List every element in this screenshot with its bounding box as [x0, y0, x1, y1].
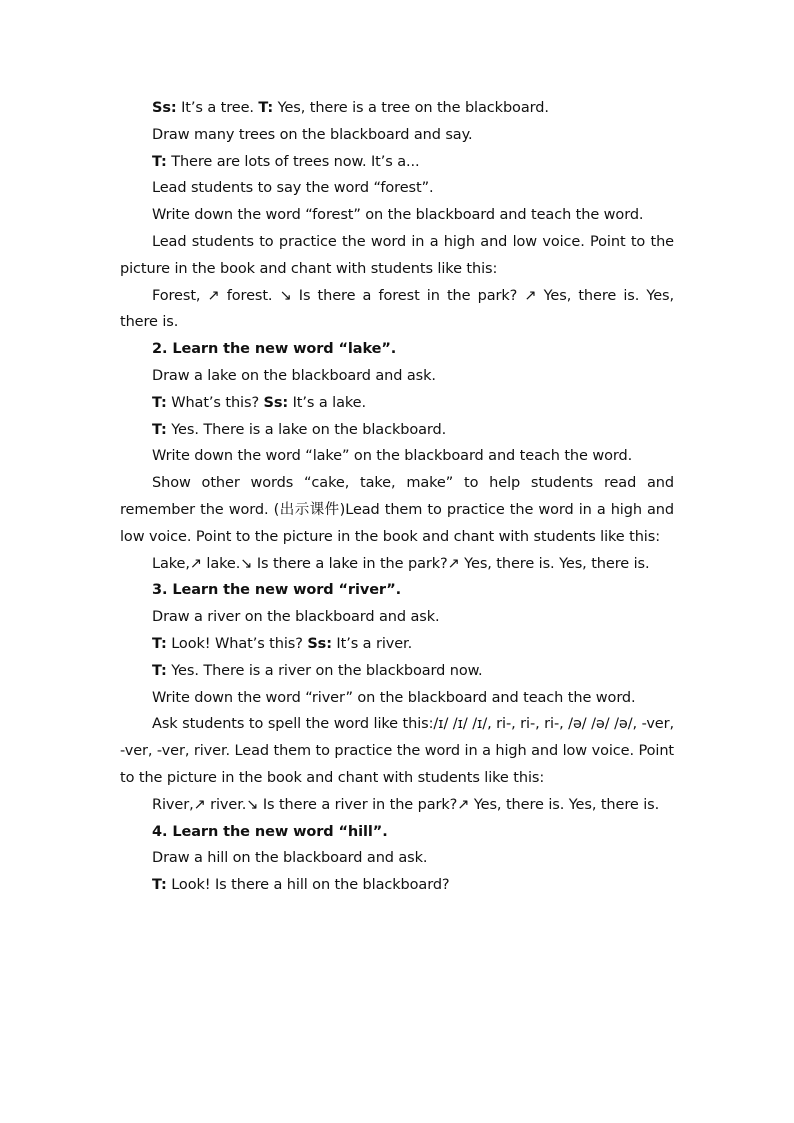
paragraph	[120, 631, 674, 658]
paragraph	[120, 872, 674, 899]
bold-text: Ss:	[263, 394, 289, 411]
text-span: Yes, there is a tree on the blackboard.	[273, 100, 549, 116]
paragraph	[120, 175, 674, 202]
paragraph	[120, 390, 674, 417]
text-span: Forest, ↗ forest. ↘ Is there a forest in the park? ↗ Yes, there is. Yes, there is.	[120, 287, 674, 331]
bold-text: T:	[152, 153, 167, 170]
bold-text: 2. Learn the new word “lake”.	[152, 341, 397, 358]
text-span: Draw a lake on the blackboard and ask.	[152, 367, 436, 384]
paragraph	[120, 417, 674, 444]
paragraph	[120, 711, 674, 791]
paragraph	[120, 95, 674, 122]
text-span: Look! What’s this?	[166, 635, 308, 652]
text-span: River,↗ river.↘ Is there a river in the park?↗ Yes, there is. Yes, there is.	[152, 796, 660, 813]
paragraph	[120, 685, 674, 712]
paragraph	[120, 363, 674, 390]
paragraph	[120, 470, 674, 550]
paragraph	[120, 443, 674, 470]
bold-text: 3. Learn the new word “river”.	[152, 582, 402, 599]
paragraph	[120, 122, 674, 149]
paragraph	[120, 845, 674, 872]
bold-text: T:	[258, 100, 274, 116]
text-span: Draw a hill on the blackboard and ask.	[152, 850, 428, 867]
text-span: Draw many trees on the blackboard and say.	[152, 126, 473, 143]
paragraph	[120, 202, 674, 229]
paragraph	[120, 658, 674, 685]
bold-text: Ss:	[307, 635, 332, 652]
paragraph	[120, 577, 674, 604]
text-span: Look! Is there a hill on the blackboard?	[166, 877, 450, 894]
bold-text: T:	[152, 394, 167, 411]
text-span: Lake,↗ lake.↘ Is there a lake in the park?↗ Yes, there is. Yes, there is.	[152, 555, 650, 572]
paragraph	[120, 551, 674, 578]
paragraph	[120, 819, 674, 846]
text-span: Write down the word “lake” on the blackboard and teach the word.	[152, 448, 633, 465]
bold-text: T:	[152, 421, 167, 438]
text-span: It’s a tree.	[176, 100, 259, 116]
paragraph	[120, 336, 674, 363]
paragraph	[120, 149, 674, 176]
text-span: Write down the word “forest” on the blackboard and teach the word.	[152, 207, 644, 224]
paragraph	[120, 229, 674, 283]
text-span: Show other words “cake, take, make” to help students read and remember the word. (出示课件)Lead them to practice the word in a high and low voice. Point to the picture in the book and chant with students like this:	[120, 475, 674, 545]
text-span: It’s a lake.	[288, 394, 366, 411]
text-span: Write down the word “river” on the blackboard and teach the word.	[152, 689, 636, 706]
text-span: Ask students to spell the word like this:/ɪ/ /ɪ/ /ɪ/, ri-, ri-, ri-, /ə/ /ə/ /ə/, -ver, -ver, -ver, river. Lead them to practice the word in a high and low voice. Point to the picture in the book and chant with students like this:	[120, 716, 674, 786]
paragraph	[120, 283, 674, 337]
text-span: What’s this?	[166, 394, 264, 411]
paragraph	[120, 792, 674, 819]
text-span: Yes. There is a river on the blackboard now.	[166, 662, 483, 679]
text-span: Draw a river on the blackboard and ask.	[152, 609, 440, 626]
bold-text: 4. Learn the new word “hill”.	[152, 823, 388, 840]
text-span: Lead students to practice the word in a high and low voice. Point to the picture in the book and chant with students like this:	[120, 233, 674, 277]
text-span: Yes. There is a lake on the blackboard.	[166, 421, 447, 438]
paragraph	[120, 604, 674, 631]
text-span: Lead students to say the word “forest”.	[152, 180, 434, 197]
bold-text: T:	[152, 635, 167, 652]
bold-text: Ss:	[152, 100, 177, 116]
text-span: There are lots of trees now. It’s a...	[166, 153, 420, 170]
bold-text: T:	[152, 877, 167, 894]
bold-text: T:	[152, 662, 167, 679]
text-span: It’s a river.	[331, 635, 413, 652]
